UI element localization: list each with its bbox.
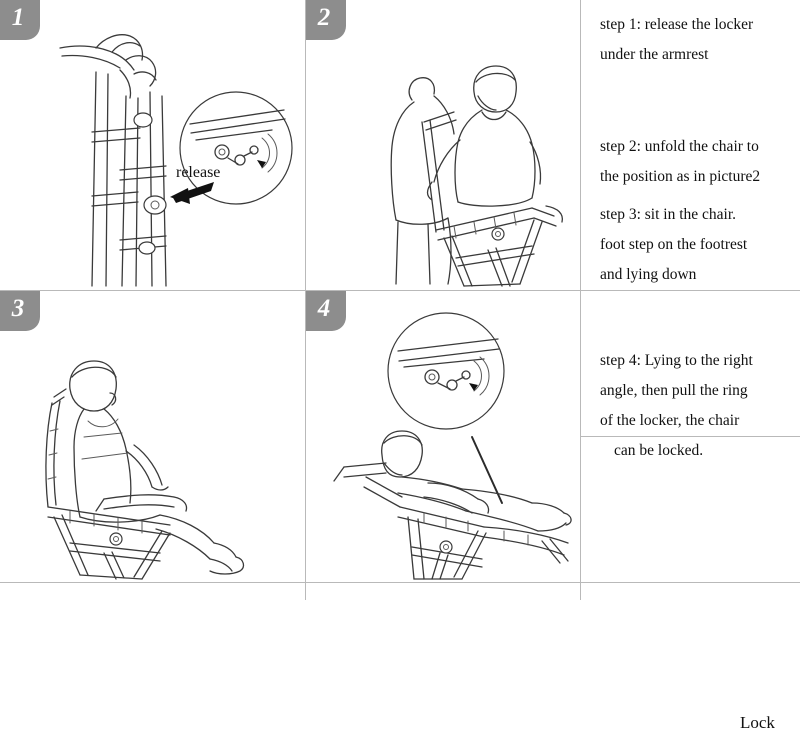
- panel-2-illustration: [306, 0, 580, 290]
- instruction-step-2-line-1: step 2: unfold the chair to: [600, 138, 759, 155]
- panel-4-illustration: [306, 291, 580, 582]
- instruction-step-4-line-2: angle, then pull the ring: [600, 382, 748, 399]
- instruction-step-4-line-3: of the locker, the chair: [600, 412, 740, 429]
- panel-3-illustration: [0, 291, 305, 582]
- instruction-step-2-line-2: the position as in picture2: [600, 168, 761, 185]
- instruction-step-3-line-3: and lying down: [600, 266, 697, 283]
- step-badge-3: 3: [0, 291, 40, 331]
- panel-1-illustration: [0, 0, 305, 290]
- panel-unfold-chair: [306, 0, 580, 290]
- instruction-step-3: [600, 200, 796, 290]
- step-badge-4: 4: [306, 291, 346, 331]
- callout-lock-label: Lock: [740, 713, 775, 732]
- instruction-step-1-line-1: step 1: release the locker: [600, 16, 754, 33]
- instruction-step-4-line-4: [600, 436, 796, 466]
- panel-release-locker: [0, 0, 305, 290]
- step-badge-2: 2: [306, 0, 346, 40]
- callout-release-label: release: [176, 164, 221, 181]
- instruction-step-2: [600, 132, 796, 192]
- instruction-step-1: [600, 10, 796, 70]
- instructions-column: [581, 0, 800, 600]
- instruction-step-4: [600, 346, 796, 466]
- instruction-step-4-line-4-text: can be locked.: [614, 442, 704, 459]
- instruction-step-3-line-1: step 3: sit in the chair.: [600, 206, 737, 223]
- panel-sit-in-chair: [0, 291, 305, 582]
- instruction-step-1-line-2: under the armrest: [600, 46, 709, 63]
- instruction-step-3-line-2: foot step on the footrest: [600, 236, 748, 253]
- instruction-step-4-line-1: step 4: Lying to the right: [600, 352, 753, 369]
- step-badge-1: 1: [0, 0, 40, 40]
